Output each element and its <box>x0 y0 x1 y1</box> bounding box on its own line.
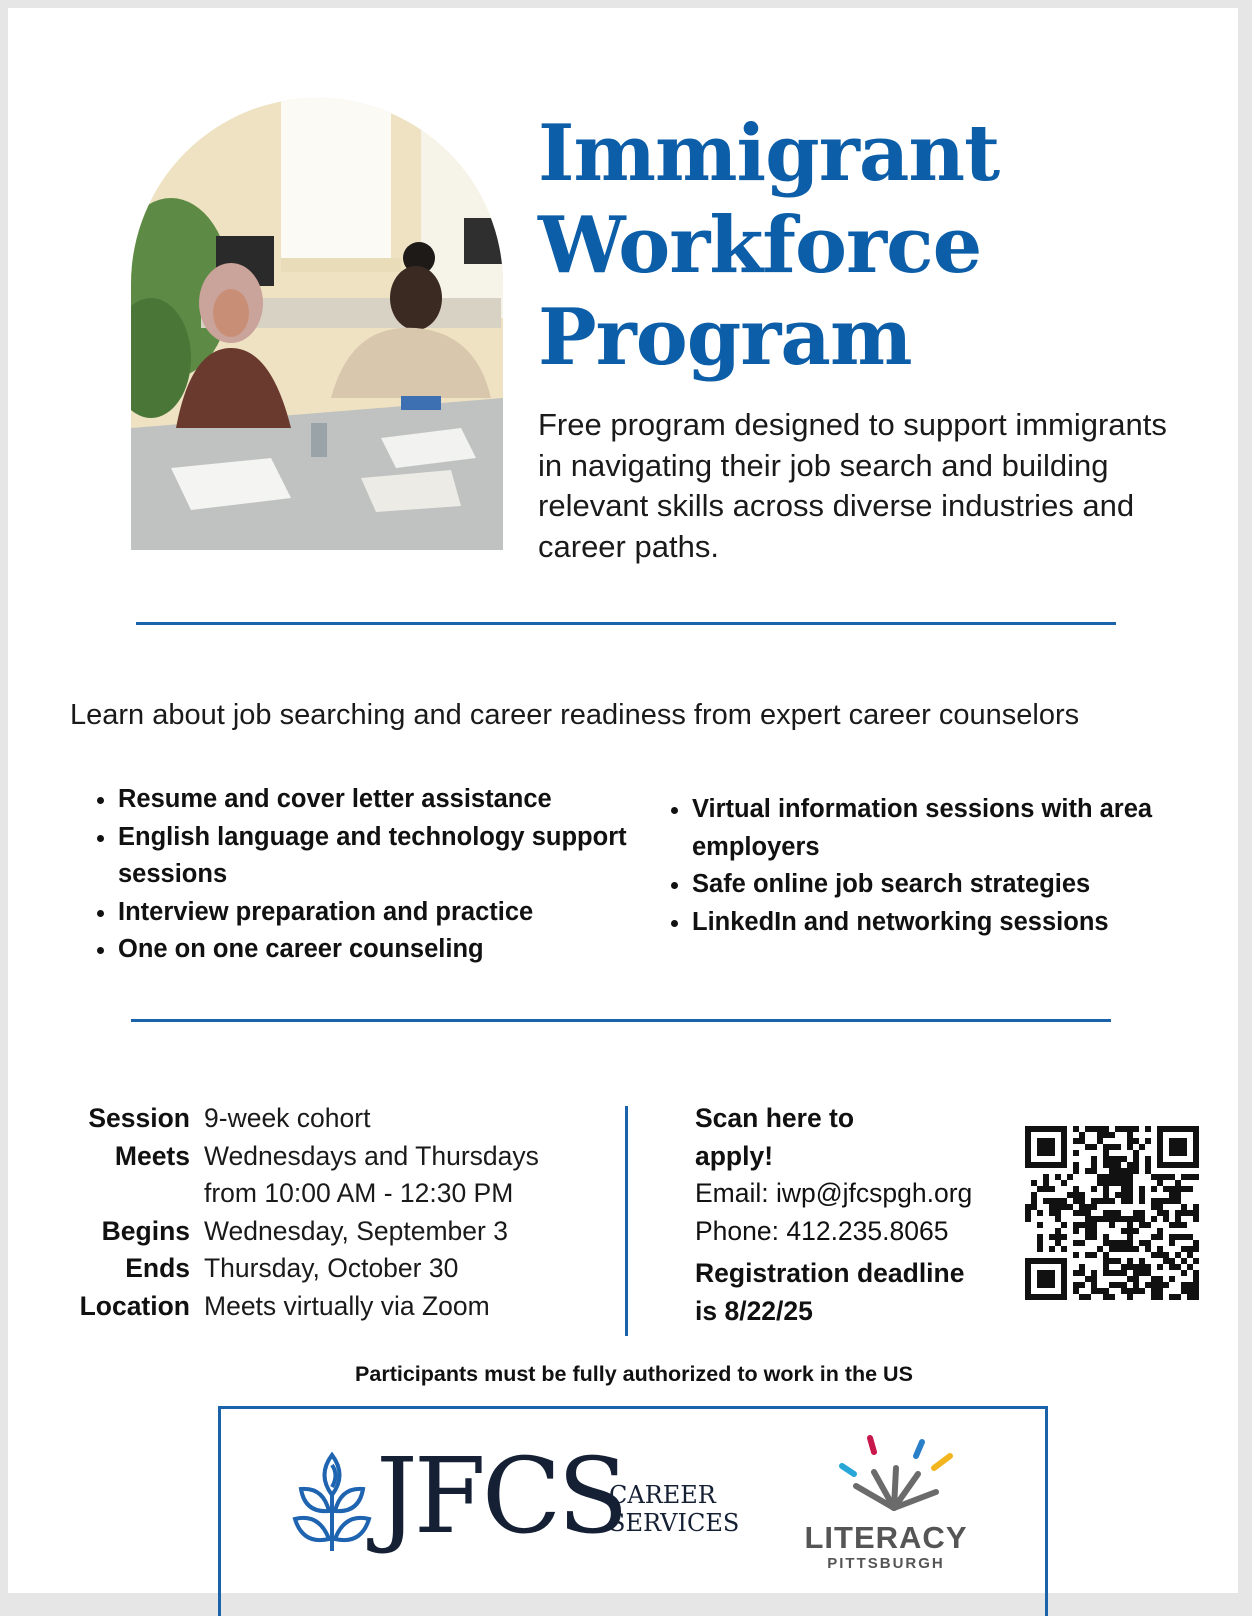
career-services-label <box>609 1481 739 1537</box>
list-item: • Interview preparation and practice <box>118 894 658 932</box>
detail-label: Location <box>79 1290 190 1321</box>
vertical-divider <box>625 1106 628 1336</box>
benefits-list-right <box>644 791 1212 941</box>
detail-label-empty <box>60 1175 204 1213</box>
detail-value: 9-week cohort <box>204 1103 371 1133</box>
jfcs-wordmark: JFCS <box>376 1435 625 1557</box>
detail-label: Ends <box>125 1253 190 1283</box>
list-item: • Resume and cover letter assistance <box>118 781 658 819</box>
deadline-line-1: Registration deadline <box>695 1258 965 1288</box>
scan-line-1: Scan here to <box>695 1103 855 1133</box>
classroom-photo <box>131 98 503 550</box>
literacy-wordmark: LITERACY <box>804 1520 968 1555</box>
qr-code-icon[interactable] <box>1025 1126 1199 1300</box>
detail-label: Meets <box>114 1140 190 1171</box>
session-details <box>60 1100 539 1325</box>
program-intro: Free program designed to support immigrants in navigating their job search and building relevant skills across diverse industries and career paths. <box>538 407 1167 564</box>
apply-info <box>695 1100 1015 1330</box>
detail-value: Wednesday, September 3 <box>204 1215 508 1246</box>
list-item: • English language and technology support sessions <box>118 819 658 894</box>
services-line: SERVICES <box>609 1509 740 1537</box>
program-title <box>538 108 999 384</box>
detail-label: Begins <box>101 1215 190 1246</box>
authorization-note: Participants must be fully authorized to work in the US <box>355 1362 913 1386</box>
jfcs-leaf-icon <box>291 1447 373 1557</box>
deadline-line-2: is 8/22/25 <box>695 1295 813 1326</box>
detail-value: Thursday, October 30 <box>204 1253 459 1283</box>
divider-top <box>136 622 1116 625</box>
detail-value: Wednesdays and Thursdays <box>204 1140 539 1171</box>
list-item: • One on one career counseling <box>118 931 658 969</box>
detail-value: Meets virtually via Zoom <box>204 1290 490 1321</box>
contact-email[interactable]: Email: iwp@jfcspgh.org <box>695 1178 973 1208</box>
title-line-2: Workforce <box>538 200 982 291</box>
list-item: • LinkedIn and networking sessions <box>692 904 1212 942</box>
detail-label: Session <box>88 1103 190 1133</box>
detail-row-meets <box>60 1138 539 1176</box>
literacy-burst-icon <box>834 1434 954 1514</box>
partner-logos <box>218 1406 1048 1616</box>
title-line-3: Program <box>538 292 912 383</box>
list-item: • Safe online job search strategies <box>692 866 1212 904</box>
scan-line-2: apply! <box>695 1140 774 1171</box>
list-item: • Virtual information sessions with area employers <box>692 791 1212 866</box>
detail-row-meets-time <box>60 1175 539 1213</box>
career-line: CAREER <box>609 1481 716 1509</box>
divider-middle <box>131 1019 1111 1022</box>
detail-value: from 10:00 AM - 12:30 PM <box>204 1178 514 1208</box>
detail-row-begins <box>60 1213 539 1251</box>
contact-phone[interactable]: Phone: 412.235.8065 <box>695 1215 949 1246</box>
detail-row-session <box>60 1100 539 1138</box>
detail-row-location <box>60 1288 539 1326</box>
detail-row-ends <box>60 1250 539 1288</box>
title-line-1: Immigrant <box>538 108 1000 199</box>
benefits-list-left <box>70 781 658 969</box>
literacy-city: PITTSBURGH <box>827 1555 945 1572</box>
learn-heading: Learn about job searching and career readiness from expert career counselors <box>70 699 1080 731</box>
flyer-page <box>8 8 1238 1593</box>
